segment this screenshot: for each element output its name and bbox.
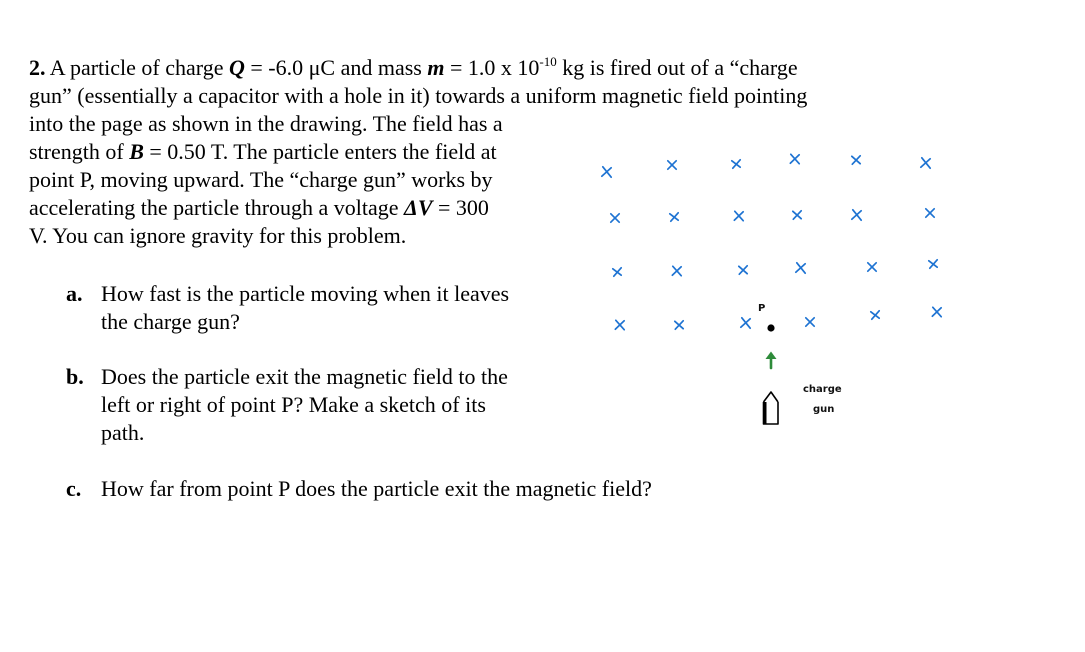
- problem-line-1: 2. A particle of charge Q = -6.0 μC and mass m = 1.0 x $10^{-10}$ kg is fired out of a “charge: [29, 54, 798, 80]
- field-x-mark: [852, 156, 860, 164]
- mass-symbol: m: [427, 55, 445, 80]
- part-label: b.: [66, 364, 84, 389]
- part-label: a.: [66, 281, 83, 306]
- field-x-mark: [793, 211, 801, 219]
- field-x-mark: [668, 161, 676, 169]
- part-label: c.: [66, 476, 82, 501]
- field-x-mark: [790, 154, 799, 163]
- exponent: -10: [539, 54, 557, 69]
- gun-label-line2: gun: [813, 404, 835, 415]
- magnetic-field-diagram: [560, 140, 1085, 440]
- point-p-dot: [767, 324, 774, 331]
- field-x-mark: [871, 311, 879, 319]
- part-b-line: left or right of point P? Make a sketch of its: [101, 392, 486, 417]
- field-x-mark: [611, 214, 619, 222]
- field-x-mark: [732, 160, 740, 168]
- field-x-mark: [741, 318, 750, 328]
- part-b-line: Does the particle exit the magnetic field to the: [101, 364, 508, 389]
- field-x-mark: [670, 213, 678, 221]
- voltage-symbol: ΔV: [404, 195, 433, 220]
- field-symbol: B: [129, 139, 144, 164]
- field-x-mark: [852, 210, 861, 220]
- field-x-mark: [796, 263, 805, 273]
- field-x-mark: [615, 320, 624, 329]
- field-x-mark: [926, 209, 934, 217]
- field-x-mark: [672, 266, 681, 275]
- field-x-mark: [734, 211, 743, 220]
- field-x-mark: [806, 318, 814, 326]
- gun-label-line1: charge: [803, 384, 842, 395]
- problem-line-6: accelerating the particle through a voltage ΔV = 300: [29, 195, 489, 220]
- problem-line-5: point P, moving upward. The “charge gun” works by: [29, 167, 493, 192]
- problem-line-7: V. You can ignore gravity for this problem.: [29, 223, 407, 248]
- problem-line-3: into the page as shown in the drawing. The field has a: [29, 111, 503, 136]
- part-c-line: How far from point P does the particle exit the magnetic field?: [101, 476, 652, 501]
- field-x-mark: [921, 158, 930, 168]
- field-into-page-marks: [602, 154, 941, 329]
- problem-number: 2.: [29, 55, 46, 80]
- field-x-mark: [602, 167, 611, 177]
- charge-symbol: Q: [228, 55, 245, 80]
- point-p-label: P: [758, 303, 766, 314]
- problem-line-2: gun” (essentially a capacitor with a hole in it) towards a uniform magnetic field pointing: [29, 83, 808, 108]
- field-x-mark: [613, 268, 621, 276]
- field-x-mark: [739, 266, 747, 274]
- field-x-mark: [868, 263, 876, 271]
- field-x-mark: [675, 321, 683, 329]
- field-x-mark: [929, 260, 937, 268]
- velocity-arrow: [766, 352, 777, 369]
- charge-gun: [764, 392, 779, 424]
- problem-line-4: strength of B = 0.50 T. The particle enters the field at: [29, 139, 497, 164]
- part-a-line: the charge gun?: [101, 309, 240, 334]
- field-x-mark: [932, 307, 941, 316]
- part-b-line: path.: [101, 420, 145, 445]
- part-a-line: How fast is the particle moving when it leaves: [101, 281, 510, 306]
